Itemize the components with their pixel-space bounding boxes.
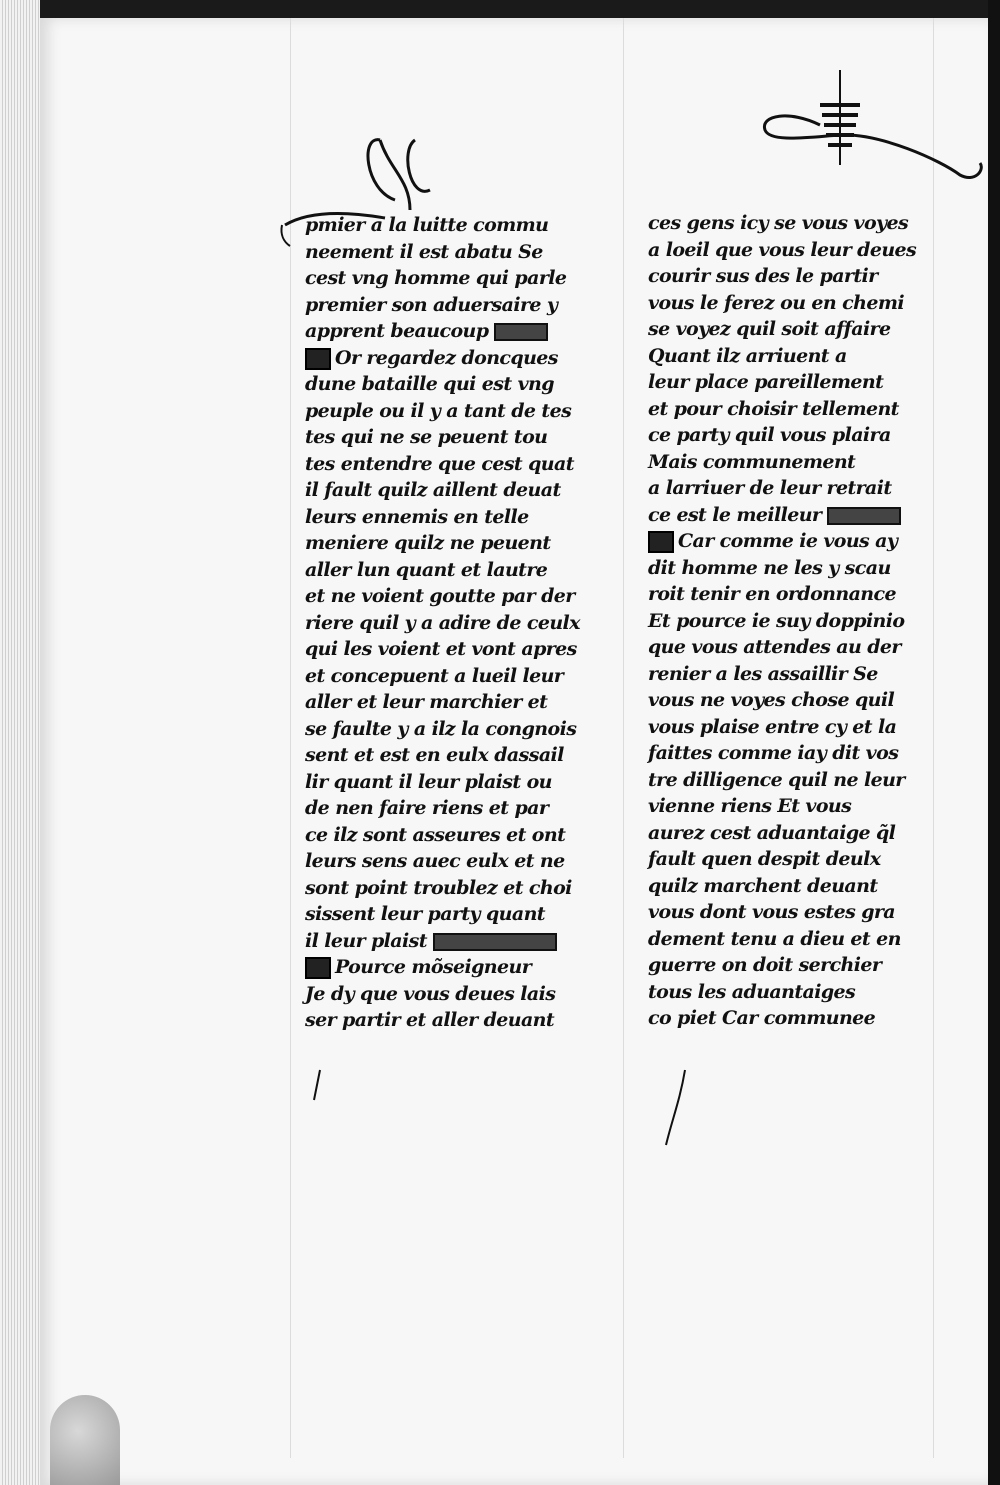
right-text-column bbox=[648, 210, 916, 1032]
text-line: aller et leur marchier et bbox=[305, 691, 548, 713]
text-line: meniere quilz ne peuent bbox=[305, 532, 551, 554]
text-line: vous dont vous estes gra bbox=[648, 901, 896, 923]
text-line: tes qui ne se peuent tou bbox=[305, 426, 548, 448]
text-line: fault quen despit deulx bbox=[648, 848, 881, 870]
text-line: faittes comme iay dit vos bbox=[648, 742, 899, 764]
text-line: a loeil que vous leur deues bbox=[648, 238, 917, 261]
book-page-edges bbox=[0, 0, 40, 1485]
text-line: il fault quilz aillent deuat bbox=[305, 479, 561, 501]
text-line: dune bataille qui est vng bbox=[305, 373, 554, 395]
thumb bbox=[50, 1395, 120, 1485]
text-line: leur place pareillement bbox=[648, 371, 884, 393]
text-line: Je dy que vous deues lais bbox=[305, 982, 556, 1005]
text-line: neement il est abatu Se bbox=[305, 240, 543, 263]
text-line: vous ne voyes chose quil bbox=[648, 689, 895, 711]
initial-letter bbox=[305, 348, 331, 370]
text-line: et concepuent a lueil leur bbox=[305, 664, 564, 687]
text-line: ces gens icy se vous voyes bbox=[648, 212, 909, 234]
text-line: tes entendre que cest quat bbox=[305, 452, 574, 475]
text-line: Pource mõseigneur bbox=[305, 954, 580, 981]
text-line: il leur plaist bbox=[305, 928, 580, 955]
text-line: que vous attendes au der bbox=[648, 636, 901, 658]
text-line: de nen faire riens et par bbox=[305, 797, 549, 819]
text-line: aurez cest aduantaige q̃l bbox=[648, 821, 896, 844]
text-line: aller lun quant et lautre bbox=[305, 558, 548, 581]
text-line: tre dilligence quil ne leur bbox=[648, 768, 905, 791]
text-line: a larriuer de leur retrait bbox=[648, 477, 892, 499]
text-line: cest vng homme qui parle bbox=[305, 267, 567, 289]
text-line: ce ilz sont asseures et ont bbox=[305, 823, 566, 846]
text-line: sissent leur party quant bbox=[305, 903, 545, 925]
initial-letter bbox=[648, 531, 674, 553]
text-line: et ne voient goutte par der bbox=[305, 585, 575, 607]
text-line: ser partir et aller deuant bbox=[305, 1009, 555, 1031]
text-line: sont point troublez et choi bbox=[305, 876, 572, 899]
line-filler bbox=[827, 507, 901, 525]
text-line: leurs sens auec eulx et ne bbox=[305, 850, 565, 872]
ruling-line bbox=[933, 18, 934, 1458]
right-cadel-flourish bbox=[750, 65, 990, 195]
right-edge bbox=[988, 0, 1000, 1485]
text-line: Car comme ie vous ay bbox=[648, 528, 916, 555]
text-line: Mais communement bbox=[648, 450, 856, 473]
text-line: riere quil y a adire de ceulx bbox=[305, 611, 580, 634]
text-line: Et pource ie suy doppinio bbox=[648, 609, 905, 632]
descender-flourish bbox=[300, 1060, 720, 1150]
left-text-column bbox=[305, 212, 580, 1034]
text-line: quilz marchent deuant bbox=[648, 874, 878, 897]
line-filler bbox=[433, 933, 557, 951]
ruling-line bbox=[623, 18, 624, 1458]
text-line: roit tenir en ordonnance bbox=[648, 583, 896, 605]
text-line: vous plaise entre cy et la bbox=[648, 715, 897, 738]
text-line: vous le ferez ou en chemi bbox=[648, 291, 904, 314]
text-line: co piet Car communee bbox=[648, 1007, 876, 1029]
text-line: renier a les assaillir Se bbox=[648, 662, 878, 685]
text-line: se voyez quil soit affaire bbox=[648, 318, 891, 340]
text-line: sent et est en eulx dassail bbox=[305, 744, 564, 766]
text-line: qui les voient et vont apres bbox=[305, 638, 577, 660]
text-line: Or regardez doncques bbox=[305, 345, 580, 372]
text-line: dit homme ne les y scau bbox=[648, 556, 891, 579]
text-line: apprent beaucoup bbox=[305, 318, 580, 345]
text-line: tous les aduantaiges bbox=[648, 980, 856, 1003]
text-line: premier son aduersaire y bbox=[305, 293, 558, 316]
text-line: vienne riens Et vous bbox=[648, 795, 852, 817]
text-line: lir quant il leur plaist ou bbox=[305, 770, 552, 793]
text-line: ce est le meilleur bbox=[648, 502, 916, 529]
text-line: Quant ilz arriuent a bbox=[648, 344, 847, 367]
text-line: pmier a la luitte commu bbox=[305, 214, 549, 236]
text-line: et pour choisir tellement bbox=[648, 397, 899, 420]
text-line: guerre on doit serchier bbox=[648, 954, 882, 976]
text-line: dement tenu a dieu et en bbox=[648, 927, 901, 950]
text-line: courir sus des le partir bbox=[648, 265, 878, 287]
line-filler bbox=[494, 323, 548, 341]
text-line: peuple ou il y a tant de tes bbox=[305, 399, 572, 422]
text-line: leurs ennemis en telle bbox=[305, 505, 529, 528]
initial-letter bbox=[305, 957, 331, 979]
text-line: ce party quil vous plaira bbox=[648, 424, 891, 446]
text-line: se faulte y a ilz la congnois bbox=[305, 717, 577, 740]
